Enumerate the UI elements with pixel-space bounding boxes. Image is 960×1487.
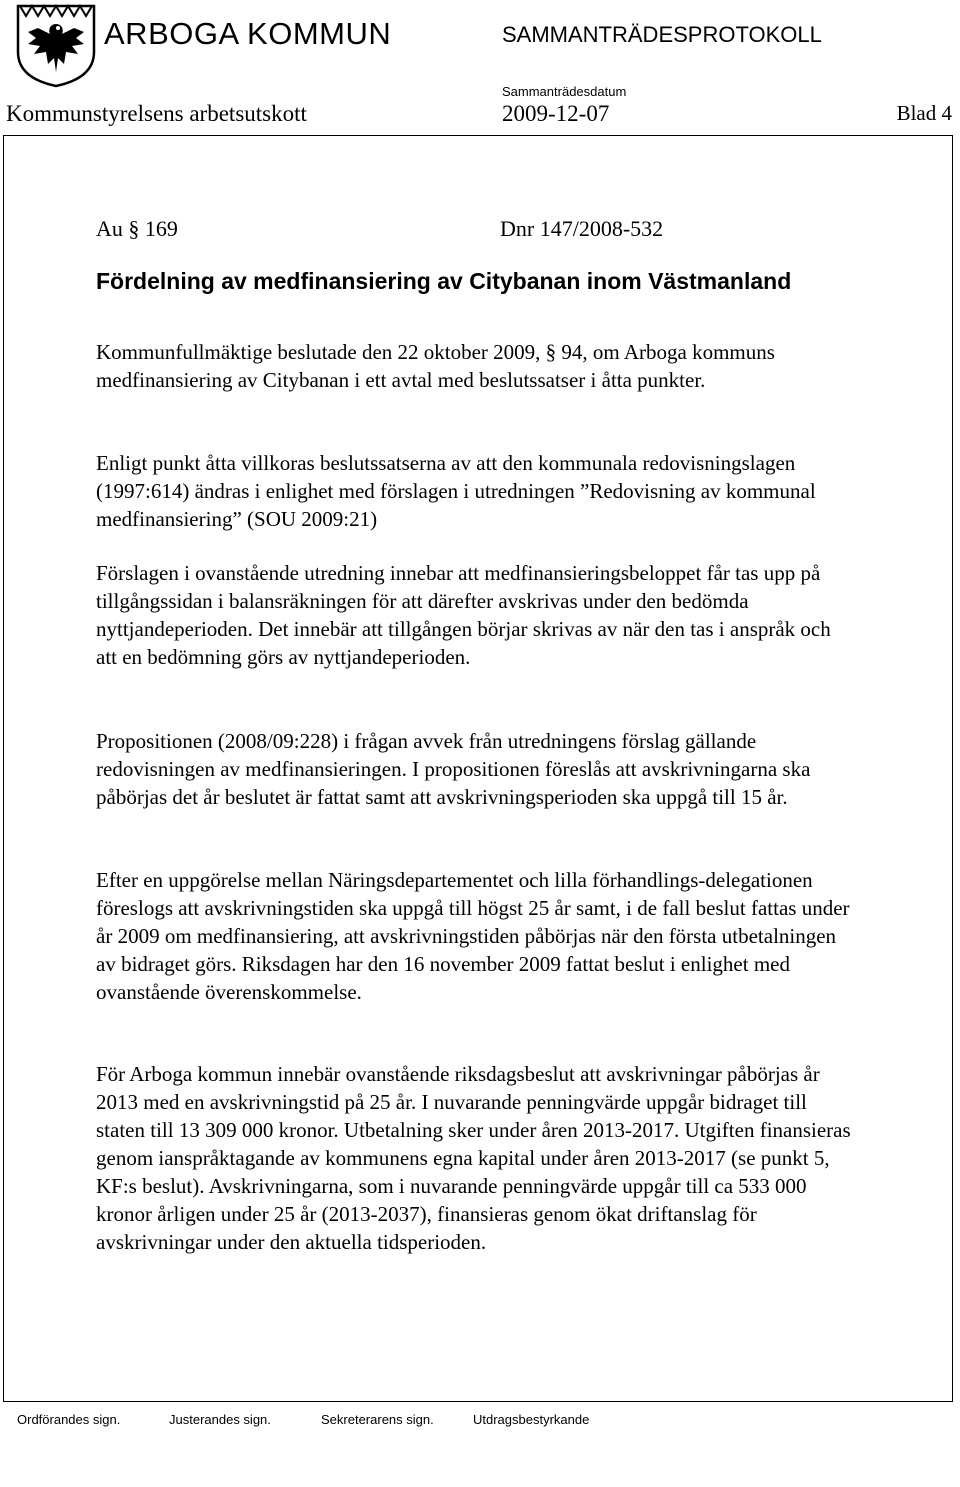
secretary-signature-label: Sekreterarens sign. xyxy=(321,1412,434,1427)
meeting-date: 2009-12-07 xyxy=(502,101,610,126)
paragraph-proposal: Förslagen i ovanstående utredning innebar att medfinansieringsbeloppet får tas upp på tillgångssidan i balansräkningen för att därefter avskrivas under den bedömda nyttjandeperioden. Det innebär att tillgången börjar skrivas av när den tas i anspråk och att en bedömning görs av nyttjandeperioden. xyxy=(96,561,831,669)
municipality-name: ARBOGA KOMMUN xyxy=(104,16,392,51)
signature-footer xyxy=(3,1402,953,1432)
document-header xyxy=(0,0,960,135)
paragraph-agreement: Efter en uppgörelse mellan Näringsdepartementet och lilla förhandlings-delegationen föreslogs att avskrivningstiden ska uppgå till högst 25 år samt, i de fall beslut fattas under år 2009 om medfinansiering, att avskrivningstiden påbörjas när den första utbetalningen av bidraget görs. Riksdagen har den 16 november 2009 fattat beslut i enlighet med ovanstående överenskommelse. xyxy=(96,868,850,1004)
diary-number: Dnr 147/2008-532 xyxy=(500,216,664,241)
paragraph-condition: Enligt punkt åtta villkoras beslutssatserna av att den kommunala redovisningslagen (1997:614) ändras i enlighet med förslagen i utredningen ”Redovisning av kommunal medfinansiering” (SOU 2009:21) xyxy=(96,451,816,531)
committee-name: Kommunstyrelsens arbetsutskott xyxy=(6,101,307,126)
page-number: Blad 4 xyxy=(896,101,952,125)
meeting-date-label: Sammanträdesdatum xyxy=(502,84,627,99)
paragraph-arboga-effect: För Arboga kommun innebär ovanstående riksdagsbeslut att avskrivningar påbörjas år 2013 med en avskrivningstid på 25 år. I nuvarande penningvärde uppgår bidraget till staten till 13 309 000 kronor. Utbetalning sker under åren 2013-2017. Utgiften finansieras genom ianspråktagande av kommunens egna kapital under åren 2013-2017 (se punkt 5, KF:s beslut). Avskrivningarna, som i nuvarande penningvärde uppgår till ca 533 000 kronor årligen under 25 år (2013-2037), finansieras genom ökat driftanslag för avskrivningar under den aktuella tidsperioden. xyxy=(96,1062,851,1254)
item-number: Au § 169 xyxy=(96,216,178,241)
paragraph-decision: Kommunfullmäktige beslutade den 22 oktober 2009, § 94, om Arboga kommuns medfinansiering av Citybanan i ett avtal med beslutssatser i åtta punkter. xyxy=(96,340,775,392)
chair-signature-label: Ordförandes sign. xyxy=(17,1412,121,1427)
item-title: Fördelning av medfinansiering av Citybanan inom Västmanland xyxy=(96,268,792,294)
paragraph-proposition: Propositionen (2008/09:228) i frågan avvek från utredningens förslag gällande redovisningen av medfinansieringen. I propositionen föreslås att avskrivningarna ska påbörjas det år beslutet är fattat samt att avskrivningsperioden ska uppgå till 15 år. xyxy=(96,729,811,809)
document-type: SAMMANTRÄDESPROTOKOLL xyxy=(502,22,822,47)
arboga-coat-of-arms-eagle-icon xyxy=(14,2,98,88)
extract-certification-label: Utdragsbestyrkande xyxy=(473,1412,590,1427)
adjuster-signature-label: Justerandes sign. xyxy=(169,1412,271,1427)
